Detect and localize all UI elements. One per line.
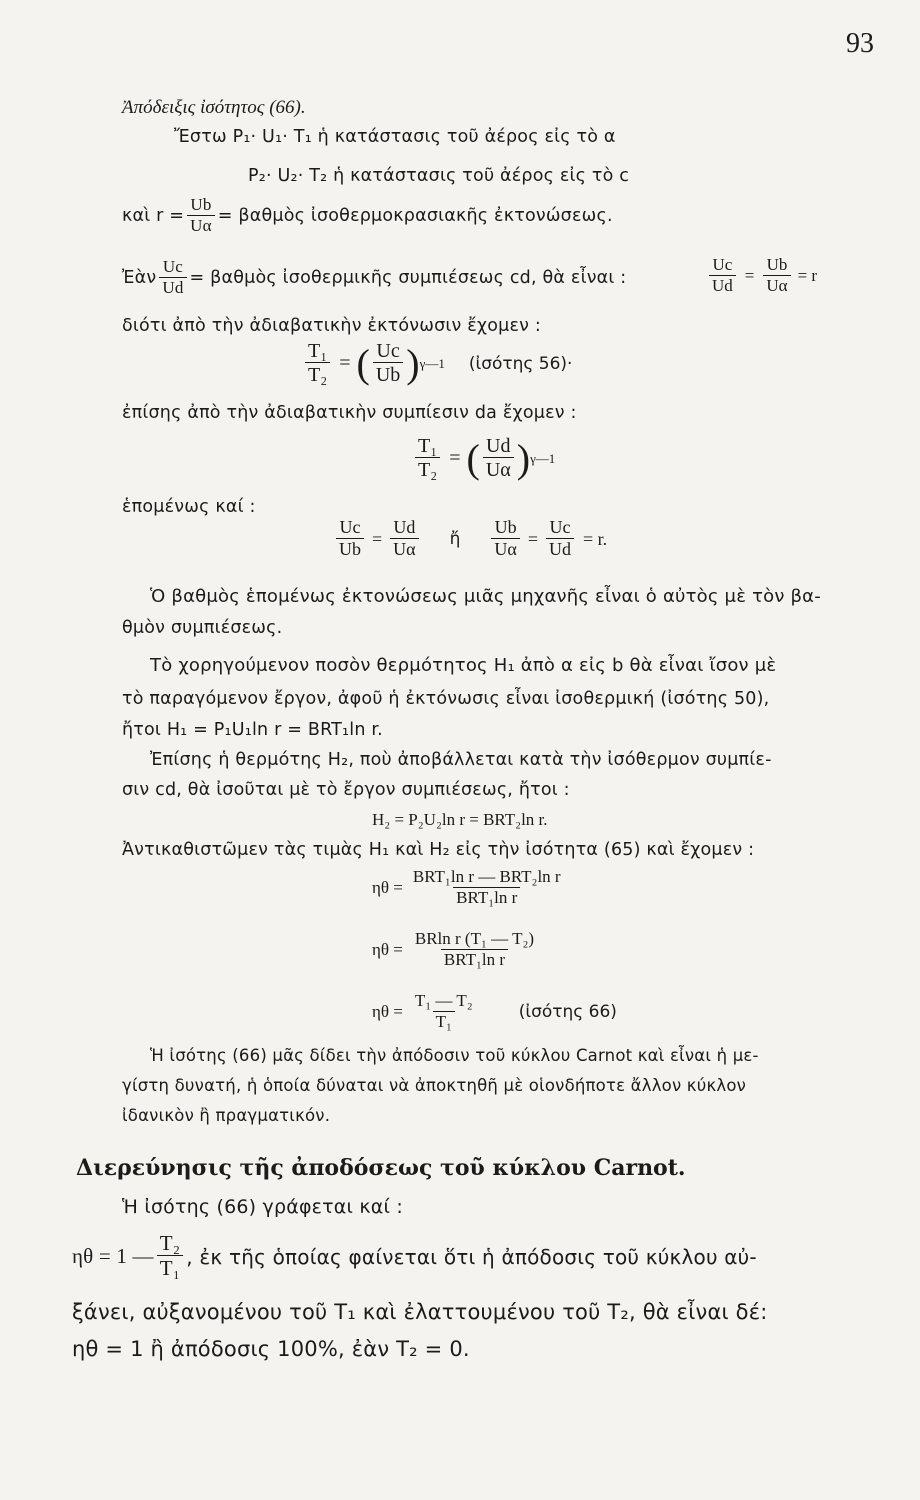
denominator: Uα	[187, 215, 215, 236]
paragraph-line: ξάνει, αὐξανομένου τοῦ T₁ καὶ ἐλαττουμένου τοῦ T₂, θὰ εἶναι δέ:	[72, 1300, 768, 1324]
text-fragment: ηθ =	[372, 940, 403, 960]
paragraph-line: Τὸ χορηγούμενον ποσὸν θερμότητος H₁ ἀπὸ α εἰς b θὰ εἶναι ἴσον μὲ	[150, 655, 777, 676]
equation-reference: (ἰσότης 66)	[518, 1002, 617, 1023]
paragraph-line: σιν cd, θὰ ἰσοῦται μὲ τὸ ἔργον συμπιέσεως, ἤτοι :	[122, 780, 570, 800]
compression-ratio-line	[122, 258, 626, 298]
right-paren: )	[406, 340, 420, 386]
equals-sign: =	[372, 528, 383, 549]
equation-heat-rejected: H₂ = P₂U₂ln r = BRT₂ln r.	[372, 810, 548, 829]
denominator: T₁	[157, 1255, 184, 1281]
paragraph-line: Ἐπίσης ἡ θερμότης H₂, ποὺ ἀποβάλλεται κατὰ τὴν ἰσόθερμον συμπίε-	[150, 750, 772, 770]
fraction	[483, 435, 514, 482]
text-fragment: = r.	[582, 528, 608, 549]
fraction	[546, 518, 574, 560]
denominator: BRT₁ln r	[441, 949, 508, 970]
proof-heading: Ἀπόδειξις ἰσότητος (66).	[122, 97, 306, 118]
numerator: Ub	[494, 517, 517, 537]
denominator: Ub	[336, 538, 364, 561]
exponent: γ—1	[530, 450, 556, 466]
numerator: T₁	[418, 435, 438, 457]
numerator: Uc	[339, 517, 361, 537]
denominator: Uα	[763, 275, 790, 296]
fraction	[373, 340, 403, 387]
equation-reference: (ἰσότης 56)·	[468, 353, 573, 374]
paragraph-line: θμὸν συμπιέσεως.	[122, 618, 283, 638]
text-fragment: ηθ =	[372, 1002, 403, 1022]
denominator: Uα	[491, 538, 519, 561]
text-fragment: καὶ r =	[122, 206, 185, 227]
left-paren: (	[356, 340, 370, 386]
numerator: T₂	[159, 1231, 181, 1255]
numerator: Uc	[376, 340, 400, 362]
paragraph-line: Ἀντικαθιστῶμεν τὰς τιμὰς H₁ καὶ H₂ εἰς τὴν ἰσότητα (65) καὶ ἔχομεν :	[122, 840, 755, 860]
text-line: Ἔστω P₁· U₁· T₁ ἡ κατάστασις τοῦ ἀέρος εἰς τὸ α	[174, 127, 616, 147]
paragraph-line: Ἡ ἰσότης (66) μᾶς δίδει τὴν ἀπόδοσιν τοῦ κύκλου Carnot καὶ εἶναι ἡ με-	[150, 1046, 759, 1065]
paragraph-line: ηθ = 1 ἢ ἀπόδοσις 100%, ἐὰν T₂ = 0.	[72, 1337, 470, 1361]
numerator: Ub	[190, 195, 212, 214]
equation-ratio-equality	[333, 518, 607, 560]
fraction	[305, 340, 330, 387]
fraction	[157, 1232, 184, 1281]
denominator: Uα	[390, 538, 418, 561]
fraction	[390, 518, 418, 560]
text-line: ἑπομένως καί :	[122, 497, 256, 517]
text-fragment: , ἐκ τῆς ὁποίας φαίνεται ὅτι ἡ ἀπόδοσις τοῦ κύκλου αὐ-	[186, 1244, 757, 1269]
text-fragment: = βαθμὸς ἰσοθερμοκρασιακῆς ἐκτονώσεως.	[217, 206, 613, 227]
fraction	[709, 256, 736, 296]
text-fragment: ηθ =	[372, 878, 403, 898]
denominator: T₁	[433, 1011, 455, 1032]
numerator: BRln r (T₁ — T₂)	[414, 929, 535, 948]
numerator: Ud	[486, 435, 511, 457]
section-title: Διερεύνησις τῆς ἀποδόσεως τοῦ κύκλου Carnot.	[76, 1155, 686, 1181]
fraction	[491, 518, 519, 560]
fraction	[412, 992, 476, 1032]
text-fragment: ηθ = 1 —	[72, 1244, 154, 1269]
equals-sign: =	[449, 447, 461, 469]
paragraph-line: γίστη δυνατή, ἡ ὁποία δύναται νὰ ἀποκτηθῆ μὲ οἱονδήποτε ἄλλον κύκλον	[122, 1076, 747, 1095]
numerator: Ud	[393, 517, 416, 537]
denominator: Uα	[483, 457, 514, 482]
right-paren: )	[516, 435, 531, 481]
paragraph-line: ἤτοι H₁ = P₁U₁ln r = BRT₁ln r.	[122, 720, 383, 740]
text-line: διότι ἀπὸ τὴν ἀδιαβατικὴν ἐκτόνωσιν ἔχομεν :	[122, 316, 541, 336]
paragraph-line: τὸ παραγόμενον ἔργον, ἀφοῦ ἡ ἐκτόνωσις εἶναι ἰσοθερμική (ἰσότης 50),	[122, 689, 770, 709]
fraction	[187, 196, 215, 236]
denominator: Ud	[709, 275, 736, 296]
numerator: BRT₁ln r — BRT₂ln r	[412, 867, 561, 886]
text-fragment: = r	[797, 266, 818, 286]
fraction	[763, 256, 790, 296]
fraction	[412, 930, 537, 970]
fraction	[336, 518, 364, 560]
paragraph-line: Ἡ ἰσότης (66) γράφεται καί :	[122, 1196, 403, 1218]
text-fragment: ἤ	[449, 529, 461, 550]
denominator: T₂	[415, 457, 440, 482]
paragraph-line: Ὁ βαθμὸς ἑπομένως ἐκτονώσεως μιᾶς μηχανῆς εἶναι ὁ αὐτὸς μὲ τὸν βα-	[150, 586, 821, 607]
equation-adiabatic-compression	[412, 435, 555, 482]
equals-sign: =	[744, 266, 755, 286]
numerator: Ub	[766, 255, 788, 274]
numerator: Uc	[549, 517, 571, 537]
fraction	[410, 868, 564, 908]
efficiency-equation-66	[372, 992, 617, 1032]
text-line: P₂· U₂· T₂ ἡ κατάστασις τοῦ ἀέρος εἰς τὸ c	[248, 166, 630, 186]
equals-sign: =	[339, 352, 351, 374]
numerator: T₁ — T₂	[414, 991, 473, 1010]
ratio-definition-r	[122, 196, 613, 236]
efficiency-equation-2	[372, 930, 540, 970]
denominator: Ud	[159, 277, 186, 298]
denominator: BRT₁ln r	[453, 887, 520, 908]
text-line: ἐπίσης ἀπὸ τὴν ἀδιαβατικὴν συμπίεσιν da ἔχομεν :	[122, 403, 577, 423]
efficiency-equation-1	[372, 868, 567, 908]
text-fragment: = βαθμὸς ἰσοθερμικῆς συμπιέσεως cd, θὰ εἶναι :	[189, 268, 627, 289]
fraction	[415, 435, 440, 482]
equation-adiabatic-expansion	[302, 340, 572, 387]
efficiency-formula-line	[72, 1232, 757, 1281]
equals-sign: =	[527, 528, 538, 549]
ratio-equality	[706, 256, 817, 296]
left-paren: (	[466, 435, 480, 481]
numerator: T₁	[308, 340, 328, 362]
denominator: Ub	[373, 362, 403, 387]
denominator: Ud	[546, 538, 574, 561]
denominator: T₂	[305, 362, 330, 387]
numerator: Uc	[712, 255, 733, 274]
text-fragment: Ἐὰν	[122, 268, 157, 289]
numerator: Uc	[162, 257, 184, 276]
page-number: 93	[846, 28, 874, 59]
fraction	[159, 258, 186, 298]
exponent: γ—1	[419, 355, 445, 371]
paragraph-line: ἰδανικὸν ἢ πραγματικόν.	[122, 1106, 331, 1125]
